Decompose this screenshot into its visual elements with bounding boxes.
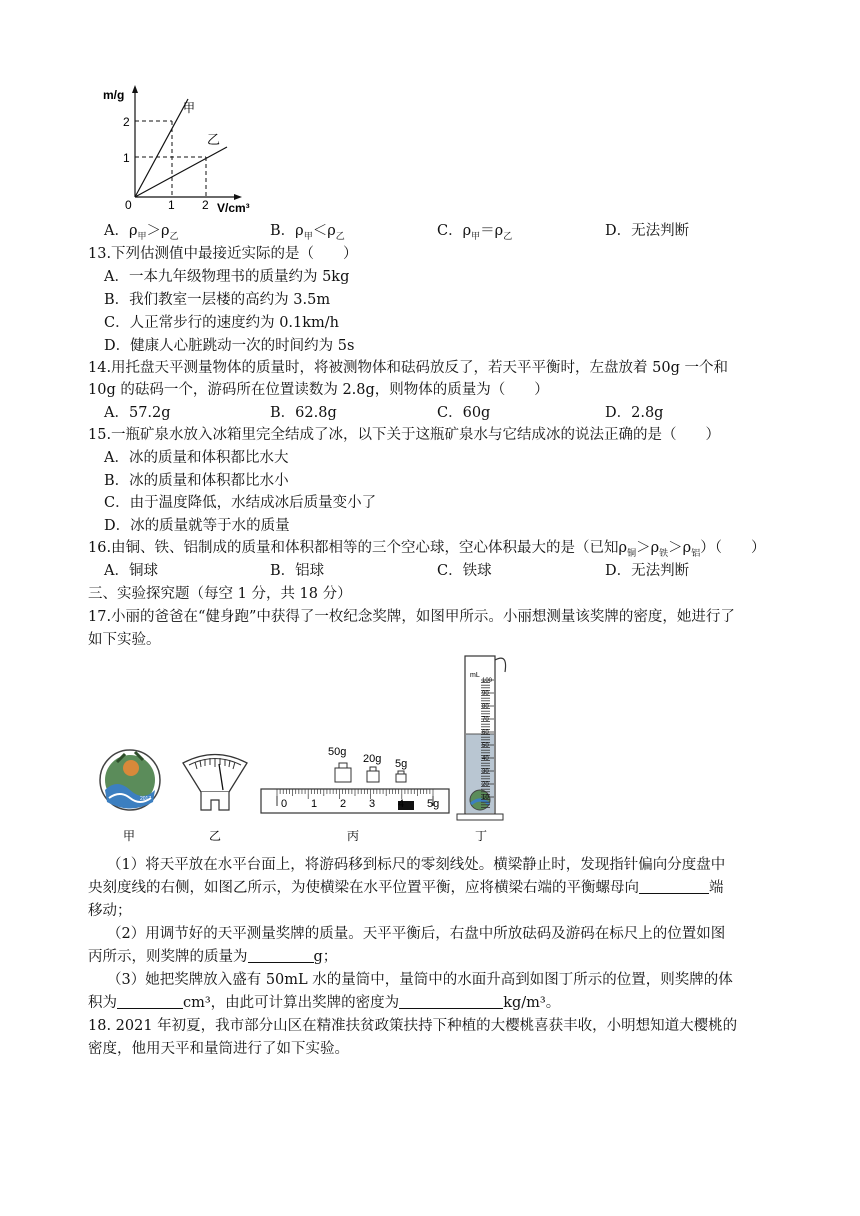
q14-stem-line2: 10g 的砝码一个，游码所在位置读数为 2.8g，则物体的质量为（ ） <box>88 382 549 398</box>
line-b-label: 乙 <box>207 132 221 147</box>
rho: ρ <box>128 223 138 239</box>
subscript: 甲 <box>303 231 313 242</box>
y-tick: 1 <box>123 151 130 165</box>
q17-part2-line1: （2）用调节好的天平测量奖牌的质量。天平平衡后，右盘中所放砝码及游码在标尺上的位置如图 <box>107 926 726 942</box>
q17-part3-mid: cm³，由此可计算出奖牌的密度为 <box>183 995 400 1011</box>
q13-option-b: B．我们教室一层楼的高约为 3.5m <box>104 292 331 308</box>
q14-option-a: A．57.2g <box>104 405 171 421</box>
q17-stem-line2: 如下实验。 <box>88 632 161 648</box>
q16-option-d: D．无法判断 <box>605 563 690 579</box>
answer-blank-direction[interactable] <box>639 879 709 894</box>
cylinder-tick-label: 80 <box>482 704 489 710</box>
option-letter: B． <box>270 223 296 239</box>
cylinder-tick-label: 50 <box>482 743 489 749</box>
q12-option-c <box>437 219 512 242</box>
cylinder-tick-label: 40 <box>482 756 489 762</box>
medal-year: 2017 <box>140 796 152 802</box>
section-heading: 三、实验探究题（每空 1 分，共 18 分） <box>88 586 352 602</box>
q13-option-c: C．人正常步行的速度约为 0.1km/h <box>104 315 340 331</box>
q14-option-b: B．62.8g <box>270 405 337 421</box>
ruler-tick: 0 <box>281 798 288 810</box>
medal-illustration <box>100 750 160 810</box>
operator: ＞ρ <box>636 540 660 556</box>
subscript: 甲 <box>137 231 147 242</box>
x-tick: 2 <box>202 198 209 212</box>
q17-part1-suffix: 端 <box>709 880 724 896</box>
x-axis-label: V/cm³ <box>217 201 250 215</box>
option-letter: D． <box>605 223 632 239</box>
q16-option-a: A．铜球 <box>104 563 158 579</box>
weights-and-ruler <box>261 746 449 813</box>
operator: ＞ρ <box>668 540 692 556</box>
line-a-label: 甲 <box>183 101 196 115</box>
scale-dial <box>183 755 247 811</box>
operator: ＞ρ <box>146 223 170 239</box>
weight-label: 5g <box>395 758 408 770</box>
q17-part1-text: 央刻度线的右侧，如图乙所示，为使横梁在水平位置平衡，应将横梁右端的平衡螺母向 <box>88 880 639 896</box>
q17-part3-line1: （3）她把奖牌放入盛有 50mL 水的量筒中，量筒中的水面升高到如图丁所示的位置，则奖牌的体 <box>107 972 733 988</box>
q17-part1-line3: 移动； <box>88 903 132 919</box>
q12-option-b <box>270 219 345 242</box>
figure-label: 丙 <box>347 829 360 843</box>
q17-part2-text: 丙所示，则奖牌的质量为 <box>88 949 248 965</box>
option-letter: A． <box>104 223 129 239</box>
y-tick: 2 <box>123 115 130 129</box>
q15-option-b: B．冰的质量和体积都比水小 <box>104 473 289 489</box>
cylinder-tick-label: 90 <box>482 691 489 697</box>
q13-option-d: D．健康人心脏跳动一次的时间约为 5s <box>104 338 355 354</box>
ruler-tick: 5g <box>427 798 440 810</box>
subscript: 乙 <box>335 231 345 242</box>
q16-stem-end: ）（ ） <box>700 540 766 556</box>
subscript: 乙 <box>503 231 513 242</box>
cylinder-tick-label: 60 <box>482 730 489 736</box>
q17-stem-line1: 17.小丽的爸爸在“健身跑”中获得了一枚纪念奖牌，如图甲所示。小丽想测量该奖牌的密度，她进行了 <box>88 609 735 625</box>
ruler-tick: 3 <box>369 798 376 810</box>
subscript: 铜 <box>627 548 637 559</box>
y-axis-label: m/g <box>103 88 125 102</box>
cylinder-tick-label: 10 <box>482 795 489 801</box>
cylinder-unit: mL <box>470 672 480 679</box>
q14-option-d: D．2.8g <box>605 405 664 421</box>
answer-blank-density[interactable] <box>399 994 503 1009</box>
cylinder-tick-label: 20 <box>482 782 489 788</box>
q17-part3-line2 <box>88 991 560 1012</box>
subscript: 甲 <box>471 231 481 242</box>
cylinder-tick-label: 30 <box>482 769 489 775</box>
q15-option-a: A．冰的质量和体积都比水大 <box>104 450 289 466</box>
figure-label: 甲 <box>123 829 136 843</box>
q15-stem: 15.一瓶矿泉水放入冰箱里完全结成了冰，以下关于这瓶矿泉水与它结成冰的说法正确的是（ ） <box>88 427 721 443</box>
q17-part1-line1: （1）将天平放在水平台面上，将游码移到标尺的零刻线处。横梁静止时，发现指针偏向分度盘中 <box>107 857 726 873</box>
x-tick: 1 <box>168 198 175 212</box>
option-text: 无法判断 <box>631 223 690 239</box>
q15-option-c: C．由于温度降低，水结成冰后质量变小了 <box>104 495 377 511</box>
operator: ＜ρ <box>312 223 336 239</box>
mass-volume-graph <box>95 82 275 218</box>
q15-option-d: D．冰的质量就等于水的质量 <box>104 518 290 534</box>
operator: ＝ρ <box>480 223 504 239</box>
q17-figures <box>95 650 535 850</box>
q16-stem <box>88 536 765 559</box>
q12-option-a <box>104 219 179 242</box>
q14-stem-line1: 14.用托盘天平测量物体的质量时，将被测物体和砝码放反了，若天平平衡时，左盘放着 50g 一个和 <box>88 360 729 376</box>
figure-label: 乙 <box>209 829 222 843</box>
ruler-tick: 4 <box>398 798 405 810</box>
graduated-cylinder <box>457 656 506 820</box>
q17-part3-suffix: kg/m³。 <box>503 995 561 1011</box>
q16-option-c: C．铁球 <box>437 563 492 579</box>
subscript: 铁 <box>659 548 669 559</box>
weight-label: 50g <box>328 746 347 758</box>
ruler-tick: 1 <box>311 798 318 810</box>
q17-part2-suffix: g； <box>313 949 338 965</box>
weight-label: 20g <box>363 753 382 765</box>
q16-option-b: B．铝球 <box>270 563 325 579</box>
rho: ρ <box>295 223 304 239</box>
q16-stem-text: 16.由铜、铁、铝制成的质量和体积都相等的三个空心球，空心体积最大的是（已知ρ <box>88 540 628 556</box>
q12-option-d <box>605 219 689 240</box>
q13-stem: 13.下列估测值中最接近实际的是（ ） <box>88 246 358 262</box>
rho: ρ <box>462 223 472 239</box>
ruler-tick: 2 <box>340 798 347 810</box>
q14-option-c: C．60g <box>437 405 491 421</box>
q13-option-a: A．一本九年级物理书的质量约为 5kg <box>104 269 350 285</box>
x-tick: 0 <box>125 198 132 212</box>
subscript: 铝 <box>691 548 701 559</box>
q17-part1-line2 <box>88 876 724 897</box>
q18-stem-line1: 18. 2021 年初夏，我市部分山区在精准扶贫政策扶持下种植的大樱桃喜获丰收，小明想知道大樱桃的 <box>88 1018 738 1034</box>
figure-label: 丁 <box>475 829 488 843</box>
answer-blank-volume[interactable] <box>117 994 183 1009</box>
cylinder-tick-label: 70 <box>482 717 489 723</box>
option-letter: C． <box>437 223 463 239</box>
q18-stem-line2: 密度，他用天平和量筒进行了如下实验。 <box>88 1041 349 1057</box>
q17-part3-text: 积为 <box>88 995 117 1011</box>
q17-part2-line2 <box>88 945 337 966</box>
cylinder-tick-label: 100 <box>482 678 493 684</box>
answer-blank-mass[interactable] <box>248 948 314 963</box>
subscript: 乙 <box>169 231 179 242</box>
